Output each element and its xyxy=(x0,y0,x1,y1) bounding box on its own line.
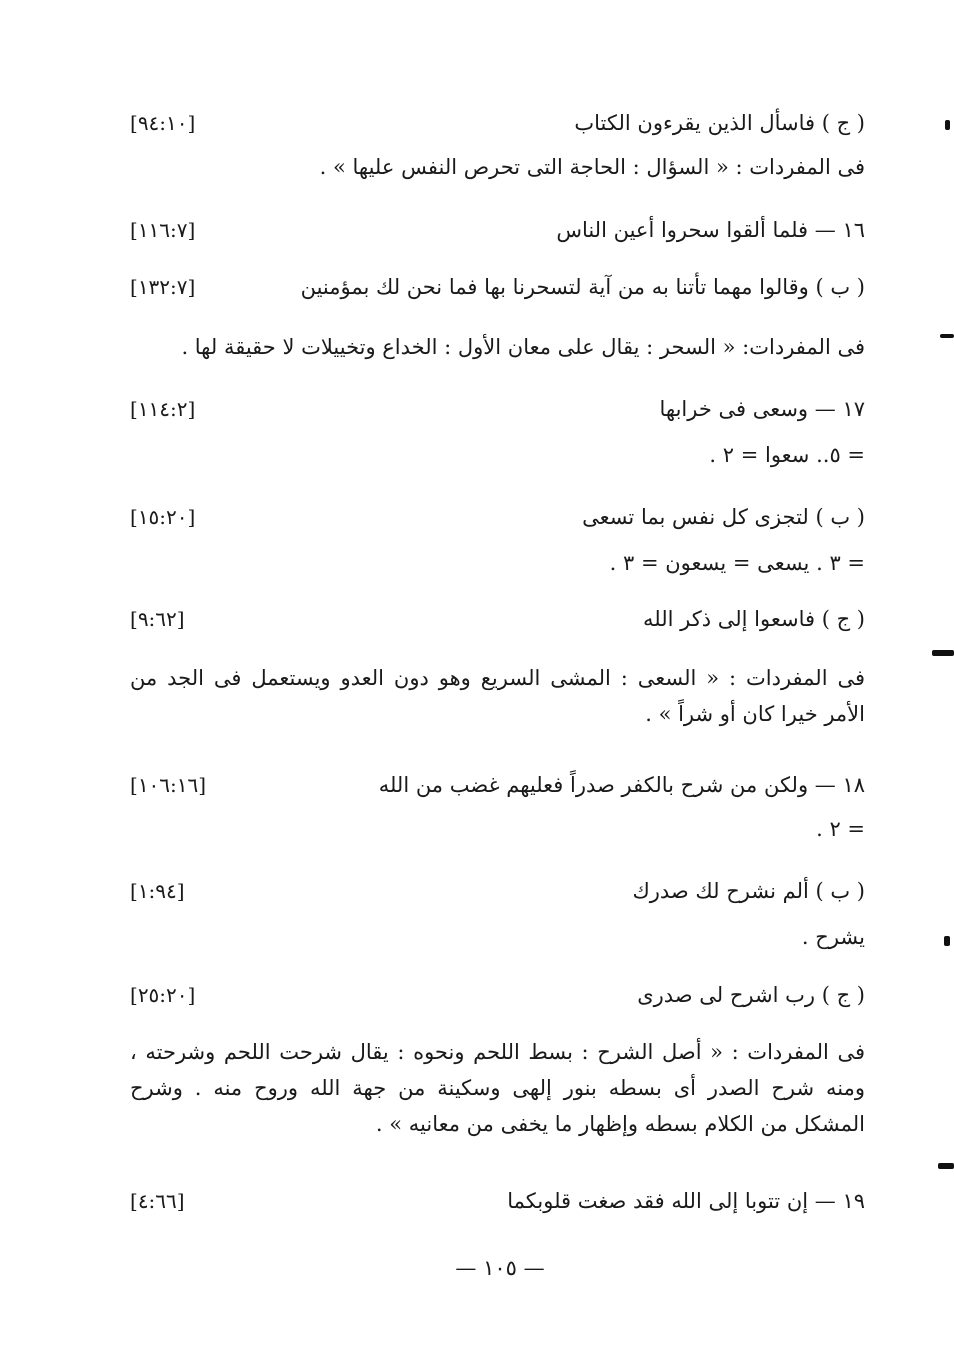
scan-mark xyxy=(940,334,954,338)
verse-reference: [٤:٦٦] xyxy=(130,1189,185,1213)
scan-mark xyxy=(938,1163,954,1169)
verse-line: ( ب ) لتجزى كل نفس بما تسعى xyxy=(582,505,865,529)
verse-line: ١٨ — ولكن من شرح بالكفر صدراً فعليهم غضب من الله xyxy=(378,773,865,797)
verse-line: ( ب ) ألم نشرح لك صدرك xyxy=(632,879,865,903)
dictionary-note: فى المفردات : « السعى : المشى السريع وهو دون العدو ويستعمل فى الجد من الأمر خيرا كان أو شراً » . xyxy=(130,666,865,726)
verse-line: ( ج ) فاسأل الذين يقرءون الكتاب xyxy=(574,111,865,135)
dictionary-note: فى المفردات : « أصل الشرح : بسط اللحم ونحوه : يقال شرحت اللحم وشرحته ، ومنه شرح الصدر أى بسطه بنور إلهى وسكينة من جهة الله وروح منه . وشرح المشكل من الكلام بسطه وإظهار ما يخفى من معانيه » . xyxy=(130,1040,865,1136)
cross-reference-line: = ٣ . يسعى = يسعون = ٣ . xyxy=(609,551,865,575)
scan-mark xyxy=(932,650,954,656)
cross-reference-line: = ٢ . xyxy=(816,817,865,841)
verse-reference: [١١٤:٢] xyxy=(130,397,196,421)
verse-reference: [١٥:٢٠] xyxy=(130,505,196,529)
verse-reference: [١٣٢:٧] xyxy=(130,275,196,299)
page-number: — ١٠٥ — xyxy=(455,1256,545,1280)
verse-line: ( ج ) فاسعوا إلى ذكر الله xyxy=(643,607,865,631)
verse-line: ١٩ — إن تتوبا إلى الله فقد صغت قلوبكما xyxy=(507,1189,865,1213)
cross-reference-line: يشرح . xyxy=(801,925,865,949)
verse-reference: [٩:٦٢] xyxy=(130,607,185,631)
verse-line: ( ج ) رب اشرح لى صدرى xyxy=(637,983,865,1007)
verse-reference: [٩٤:١٠] xyxy=(130,111,196,135)
verse-reference: [٢٥:٢٠] xyxy=(130,983,196,1007)
verse-line: ١٧ — وسعى فى خرابها xyxy=(659,397,865,421)
scan-mark xyxy=(944,936,950,946)
verse-reference: [١٠٦:١٦] xyxy=(130,773,207,797)
dictionary-note: فى المفردات: « السحر : يقال على معان الأول : الخداع وتخييلات لا حقيقة لها . xyxy=(181,335,865,359)
verse-line: ( ب ) وقالوا مهما تأتنا به من آية لتسحرنا بها فما نحن لك بمؤمنين xyxy=(300,275,865,299)
scan-mark xyxy=(945,120,950,130)
verse-line: ١٦ — فلما ألقوا سحروا أعين الناس xyxy=(556,218,865,242)
verse-reference: [١:٩٤] xyxy=(130,879,185,903)
dictionary-note: فى المفردات : « السؤال : الحاجة التى تحرص النفس عليها » . xyxy=(319,155,865,179)
cross-reference-line: = ٥.. سعوا = ٢ . xyxy=(709,443,865,467)
verse-reference: [١١٦:٧] xyxy=(130,218,196,242)
